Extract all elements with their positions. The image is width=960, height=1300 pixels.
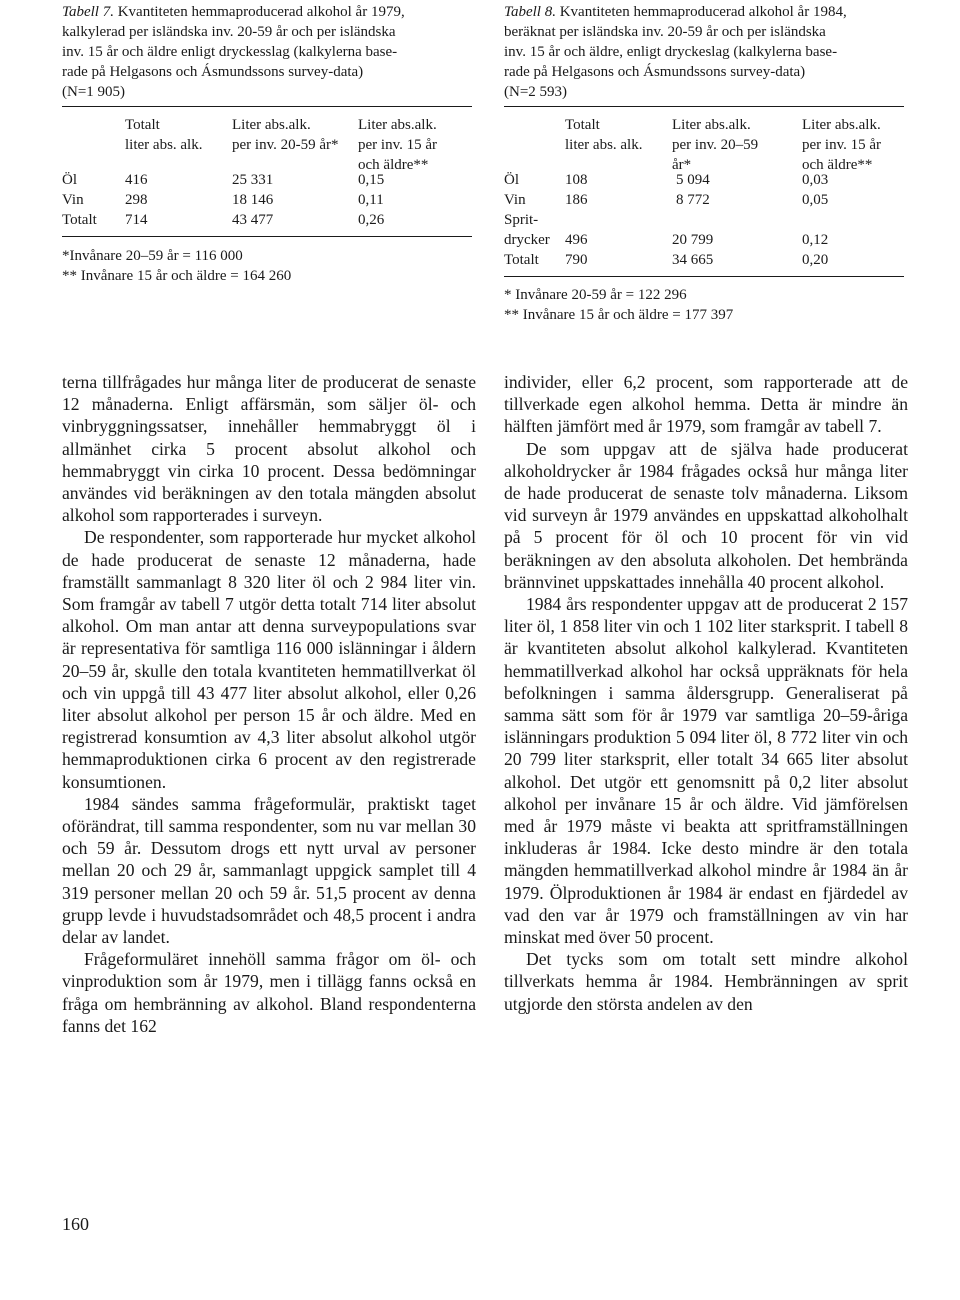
caption-line: (N=1 905)	[62, 84, 126, 100]
table8-top-rule	[504, 106, 904, 107]
table8-footnote: ** Invånare 15 år och äldre = 177 397	[504, 307, 734, 323]
caption-line: rade på Helgasons och Ásmundssons survey-data)	[62, 64, 364, 80]
body-column-right	[504, 371, 908, 1015]
table7-footnote: *Invånare 20–59 år = 116 000	[62, 248, 243, 264]
paragraph: Det tycks som om totalt sett mindre alkohol tillverkats hemma år 1984. Hembränningen av sprit utgjorde den största andelen av den	[504, 949, 908, 1014]
caption-line: Tabell 8. Kvantiteten hemmaproducerad alkohol år 1984,	[504, 4, 847, 20]
table7-bottom-rule	[62, 236, 472, 237]
paragraph: 1984 sändes samma frågeformulär, praktiskt taget oförändrat, till samma respondenter, som nu var mellan 30 och 59 år. Dessutom drogs ett nytt urval av personer mellan 20 och 29 år, sammanlagt uppgick samplet till 4 319 personer mellan 20 och 59 år. 51,5 procent av denna grupp levde i huvudstadsområdet och 48,5 procent i andra delar av landet.	[62, 793, 476, 948]
caption-line: beräknat per isländska inv. 20-59 år och per isländska	[504, 24, 826, 40]
paragraph: Frågeformuläret innehöll samma frågor om öl- och vinproduktion som år 1979, men i tillägg fanns också en fråga om hembränning av alkohol. Bland respondenterna fanns det 162	[62, 949, 476, 1036]
table8-footnote: * Invånare 20-59 år = 122 296	[504, 287, 687, 303]
table8-bottom-rule	[504, 276, 904, 277]
table8-label: Tabell 8.	[504, 4, 556, 20]
table7-caption	[62, 2, 482, 102]
table7-top-rule	[62, 106, 472, 107]
caption-line: (N=2 593)	[504, 84, 568, 100]
caption-line: kalkylerad per isländska inv. 20-59 år och per isländska	[62, 24, 396, 40]
caption-line: rade på Helgasons och Ásmundssons survey-data)	[504, 64, 806, 80]
paragraph: De som uppgav att de själva hade producerat alkoholdrycker år 1984 frågades också hur många liter de hade producerat de senaste tolv månaderna. Liksom vid surveyn år 1979 användes en uppskattad alkoholhalt på 5 procent för öl och 10 procent för vin vid beräkningen av den absoluta alkoholen. Det hembrända brännvinet uppskattades innehålla 40 procent alkohol.	[504, 438, 908, 592]
caption-line: inv. 15 år och äldre enligt dryckesslag (kalkylerna base-	[62, 44, 398, 60]
paragraph: 1984 års respondenter uppgav att de producerat 2 157 liter öl, 1 858 liter vin och 1 102 liter starksprit. I tabell 8 är kvantiteten absolut alkohol kalkylerad. Kvantiteten hemmatillverkad alkohol har också uppräknats för hela befolkningen i samma åldersgrupp. Generaliserat på samma sätt som för år 1979 var samtliga 20–59-åriga islänningars produktion 5 094 liter öl, 8 772 liter vin och 20 799 liter starksprit, eller totalt 34 665 liter absolut alkohol. Det utgör ett genomsnitt på 0,2 liter absolut alkohol per invånare 15 år och äldre. Vid jämförelsen med år 1979 måste vi beakta att spritframställningen inkluderas år 1984. Icke desto mindre är den totala mängden hemmatillverkad alkohol mindre år 1984 än år 1979. Ölproduktionen år 1984 är endast en fjärdedel av vad den var år 1979 och framställningen av vin har minskat med över 50 procent.	[504, 594, 908, 948]
table8-caption	[504, 2, 924, 102]
paragraph: De respondenter, som rapporterade hur mycket alkohol de hade producerat de senaste 12 månaderna, hade framställt sammanlagt 8 320 liter öl och 2 984 liter vin. Som framgår av tabell 7 utgör detta totalt 714 liter absolut alkohol. Om man antar att denna surveypopulations svar är representativa för samtliga 116 000 islänningar i åldern 20–59 år, skulle den totala kvantiteten hemmatillverkat öl och vin uppgå till 43 477 liter absolut alkohol, eller 0,26 liter absolut alkohol per person 15 år och äldre. Med en registrerad konsumtion av 4,3 liter absolut alkohol utgör hemmaproduktionen cirka 6 procent av den registrerade konsumtionen.	[62, 527, 476, 792]
caption-line: inv. 15 år och äldre, enligt dryckeslag (kalkylerna base-	[504, 44, 838, 60]
caption-line: Tabell 7. Kvantiteten hemmaproducerad alkohol år 1979,	[62, 4, 405, 20]
table7-footnote: ** Invånare 15 år och äldre = 164 260	[62, 268, 292, 284]
paragraph: terna tillfrågades hur många liter de producerat de senaste 12 månaderna. Enligt affärsmän, som säljer öl- och vinbryggningssatser, innehåller hemmabryggt öl i allmänhet cirka 5 procent absolut alkohol och hemmabryggt vin cirka 10 procent. Dessa bedömningar användes vid beräkningen av den totala mängden absolut alkohol som rapporterades i surveyn.	[62, 372, 476, 526]
body-column-left	[62, 371, 476, 1037]
page-number: 160	[62, 1214, 89, 1234]
table7-label: Tabell 7.	[62, 4, 114, 20]
paragraph: individer, eller 6,2 procent, som rapporterade att de tillverkade egen alkohol hemma. Detta är mindre än hälften jämfört med år 1979, som framgår av tabell 7.	[504, 372, 908, 437]
